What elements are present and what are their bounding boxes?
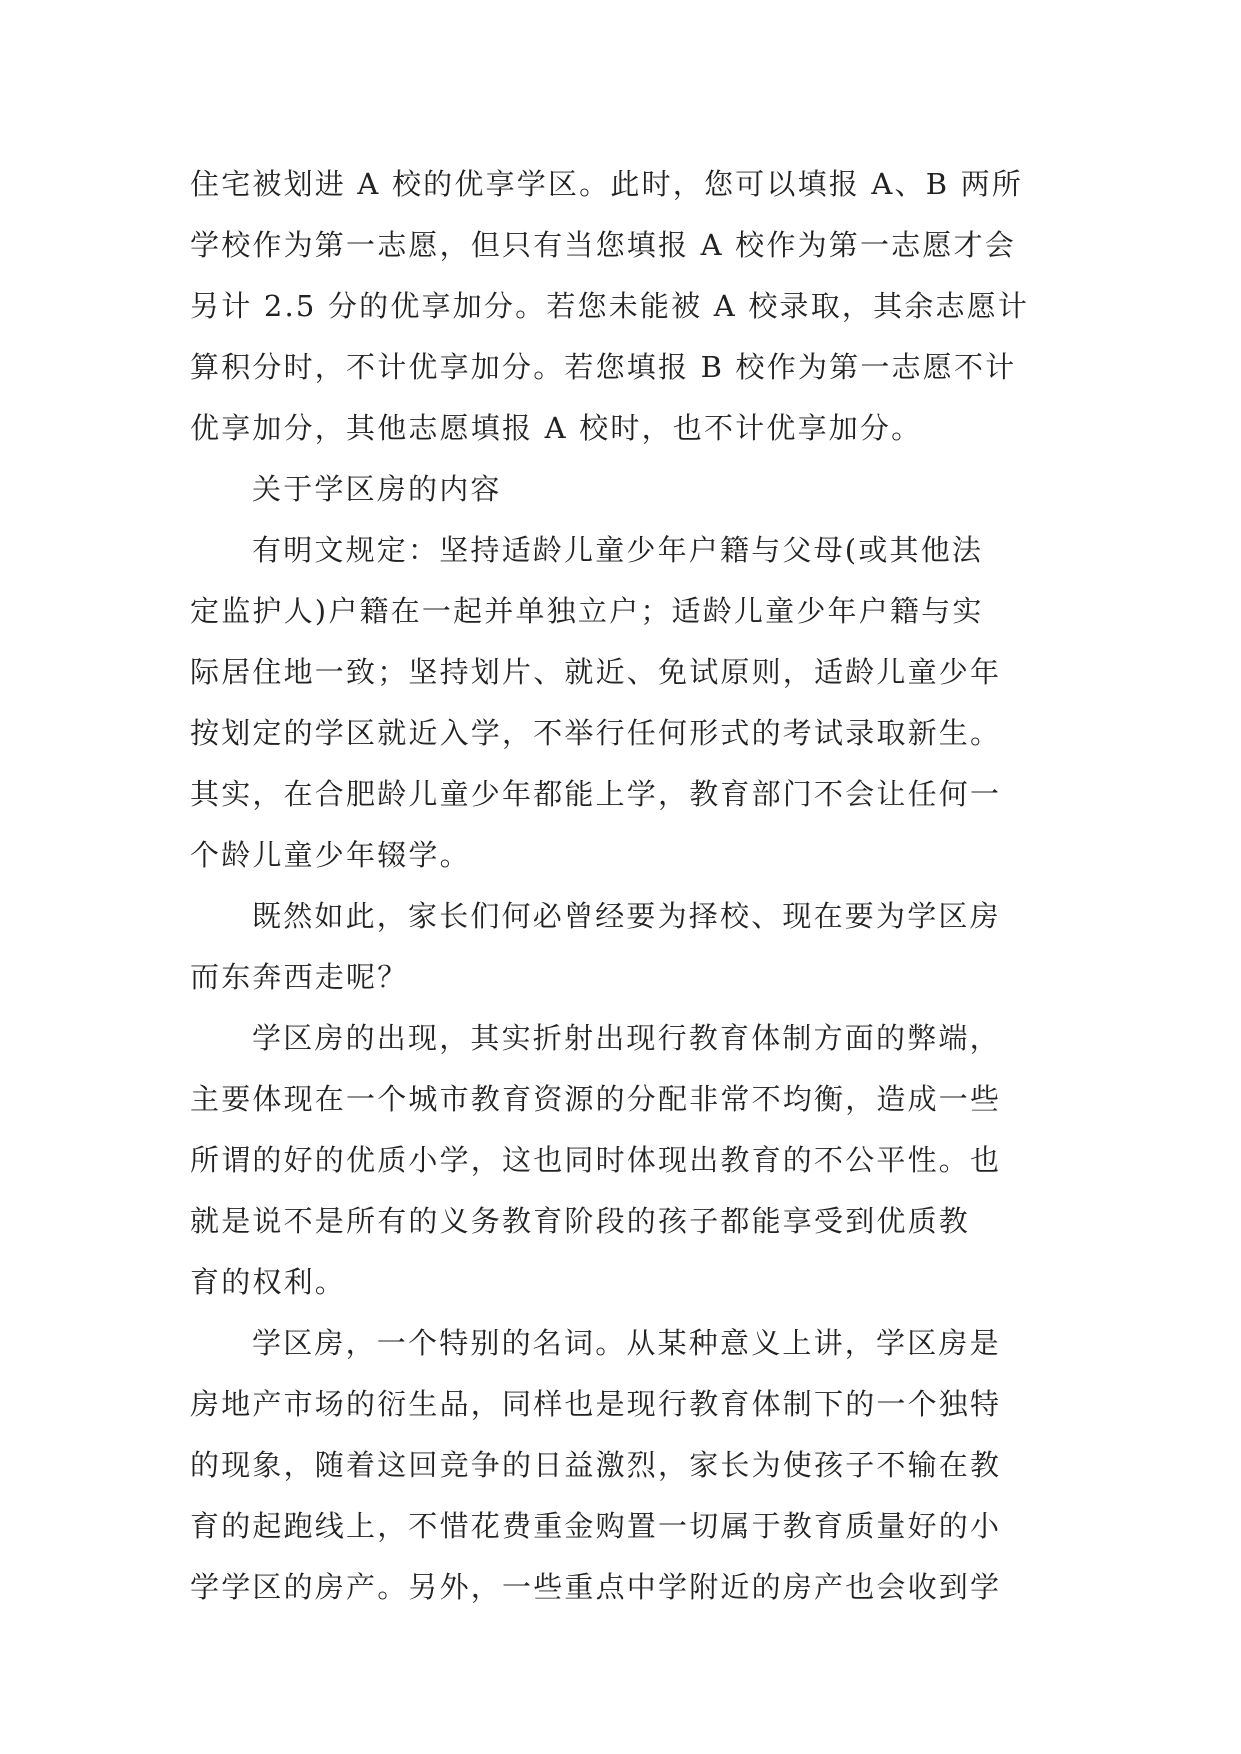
text-line: 就是说不是所有的义务教育阶段的孩子都能享受到优质教 xyxy=(190,1204,971,1238)
text-line: 育的权利。 xyxy=(190,1265,347,1299)
text-line: 另计 2.5 分的优享加分。若您未能被 A 校录取，其余志愿计 xyxy=(190,289,1030,323)
paragraph-start-line: 学区房，一个特别的名词。从某种意义上讲，学区房是 xyxy=(252,1326,1001,1360)
text-line: 定监护人)户籍在一起并单独立户；适龄儿童少年户籍与实 xyxy=(190,594,984,628)
text-line: 学校作为第一志愿，但只有当您填报 A 校作为第一志愿才会 xyxy=(190,228,1016,262)
text-line: 按划定的学区就近入学，不举行任何形式的考试录取新生。 xyxy=(190,716,1002,750)
text-line: 主要体现在一个城市教育资源的分配非常不均衡，造成一些 xyxy=(190,1082,1002,1116)
text-line: 个龄儿童少年辍学。 xyxy=(190,838,471,872)
paragraph-start-line: 既然如此，家长们何必曾经要为择校、现在要为学区房 xyxy=(252,899,1001,933)
text-line: 的现象，随着这回竞争的日益激烈，家长为使孩子不输在教 xyxy=(190,1448,1002,1482)
text-line: 所谓的好的优质小学，这也同时体现出教育的不公平性。也 xyxy=(190,1143,1002,1177)
text-line: 育的起跑线上，不惜花费重金购置一切属于教育质量好的小 xyxy=(190,1509,1002,1543)
text-line: 而东奔西走呢？ xyxy=(190,960,409,994)
paragraph-start-line: 有明文规定：坚持适龄儿童少年户籍与父母(或其他法 xyxy=(252,533,984,567)
text-line: 际居住地一致；坚持划片、就近、免试原则，适龄儿童少年 xyxy=(190,655,1002,689)
text-line: 其实，在合肥龄儿童少年都能上学，教育部门不会让任何一 xyxy=(190,777,1002,811)
paragraph-start-line: 学区房的出现，其实折射出现行教育体制方面的弊端， xyxy=(252,1021,1001,1055)
text-line: 住宅被划进 A 校的优享学区。此时，您可以填报 A、B 两所 xyxy=(190,167,1024,201)
text-line: 优享加分，其他志愿填报 A 校时，也不计优享加分。 xyxy=(190,411,923,445)
document-body xyxy=(190,154,1070,1618)
text-line: 房地产市场的衍生品，同样也是现行教育体制下的一个独特 xyxy=(190,1387,1002,1421)
section-heading: 关于学区房的内容 xyxy=(252,472,502,506)
text-line: 学学区的房产。另外，一些重点中学附近的房产也会收到学 xyxy=(190,1570,1002,1604)
text-line: 算积分时，不计优享加分。若您填报 B 校作为第一志愿不计 xyxy=(190,350,1017,384)
